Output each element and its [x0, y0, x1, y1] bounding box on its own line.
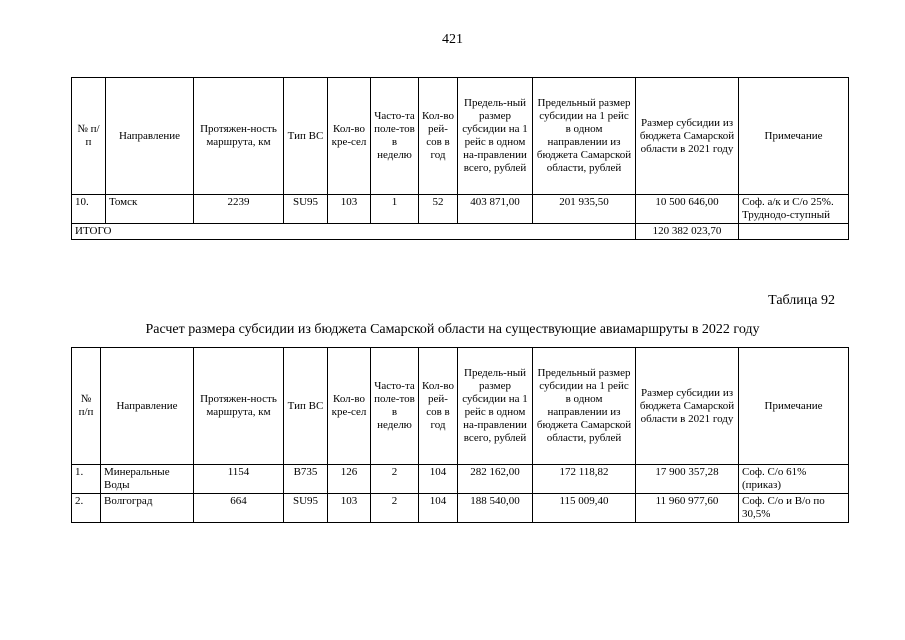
cell-flights-per-year: 104	[419, 465, 458, 494]
cell-note: Соф. С/о и В/о по 30,5%	[739, 494, 849, 523]
cell-aircraft-type: B735	[284, 465, 328, 494]
header-aircraft-type: Тип ВС	[284, 348, 328, 465]
table-row	[72, 494, 849, 523]
header-max-regional: Предельный размер субсидии на 1 рейс в одном направлении из бюджета Самарской области, рублей	[533, 348, 636, 465]
header-max-total: Предель-ный размер субсидии на 1 рейс в одном на-правлении всего, рублей	[458, 348, 533, 465]
header-frequency: Часто-та поле-тов в неделю	[371, 78, 419, 195]
header-note: Примечание	[739, 348, 849, 465]
header-length: Протяжен-ность маршрута, км	[194, 78, 284, 195]
table-row	[72, 195, 849, 224]
cell-flights-per-year: 52	[419, 195, 458, 224]
cell-seats: 103	[328, 494, 371, 523]
header-frequency: Часто-та поле-тов в неделю	[371, 348, 419, 465]
cell-length: 1154	[194, 465, 284, 494]
header-aircraft-type: Тип ВС	[284, 78, 328, 195]
cell-aircraft-type: SU95	[284, 195, 328, 224]
cell-max-total: 403 871,00	[458, 195, 533, 224]
header-num: № п/п	[72, 78, 106, 195]
cell-num: 10.	[72, 195, 106, 224]
header-length: Протяжен-ность маршрута, км	[194, 348, 284, 465]
cell-max-total: 188 540,00	[458, 494, 533, 523]
cell-aircraft-type: SU95	[284, 494, 328, 523]
header-seats: Кол-во кре-сел	[328, 348, 371, 465]
cell-subsidy: 10 500 646,00	[636, 195, 739, 224]
cell-num: 2.	[72, 494, 101, 523]
cell-max-total: 282 162,00	[458, 465, 533, 494]
cell-note: Соф. а/к и С/о 25%. Труднодо-ступный	[739, 195, 849, 224]
total-row	[72, 224, 849, 240]
cell-subsidy: 17 900 357,28	[636, 465, 739, 494]
header-direction: Направление	[101, 348, 194, 465]
table-title: Расчет размера субсидии из бюджета Самарской области на существующие авиамаршруты в 2022 году	[145, 322, 760, 337]
total-label: ИТОГО	[72, 224, 636, 240]
cell-frequency: 1	[371, 195, 419, 224]
header-direction: Направление	[106, 78, 194, 195]
cell-num: 1.	[72, 465, 101, 494]
cell-max-regional: 201 935,50	[533, 195, 636, 224]
cell-max-regional: 172 118,82	[533, 465, 636, 494]
table-header-row	[72, 348, 849, 465]
cell-subsidy: 11 960 977,60	[636, 494, 739, 523]
cell-length: 664	[194, 494, 284, 523]
cell-flights-per-year: 104	[419, 494, 458, 523]
cell-seats: 103	[328, 195, 371, 224]
subsidy-table-2022	[71, 347, 849, 523]
table-row	[72, 465, 849, 494]
cell-note: Соф. С/о 61% (приказ)	[739, 465, 849, 494]
page-number: 421	[442, 32, 463, 47]
cell-max-regional: 115 009,40	[533, 494, 636, 523]
header-seats: Кол-во кре-сел	[328, 78, 371, 195]
cell-length: 2239	[194, 195, 284, 224]
header-flights-per-year: Кол-во рей-сов в год	[419, 78, 458, 195]
cell-frequency: 2	[371, 494, 419, 523]
total-value: 120 382 023,70	[636, 224, 739, 240]
subsidy-table-2021	[71, 77, 849, 240]
header-max-regional: Предельный размер субсидии на 1 рейс в одном направлении из бюджета Самарской области, рублей	[533, 78, 636, 195]
header-note: Примечание	[739, 78, 849, 195]
total-note	[739, 224, 849, 240]
header-flights-per-year: Кол-во рей-сов в год	[419, 348, 458, 465]
table-header-row	[72, 78, 849, 195]
cell-frequency: 2	[371, 465, 419, 494]
cell-seats: 126	[328, 465, 371, 494]
header-max-total: Предель-ный размер субсидии на 1 рейс в одном на-правлении всего, рублей	[458, 78, 533, 195]
cell-direction: Волгоград	[101, 494, 194, 523]
table-number-label: Таблица 92	[768, 293, 835, 308]
header-num: № п/п	[72, 348, 101, 465]
cell-direction: Томск	[106, 195, 194, 224]
cell-direction: Минеральные Воды	[101, 465, 194, 494]
header-subsidy: Размер субсидии из бюджета Самарской области в 2021 году	[636, 348, 739, 465]
header-subsidy: Размер субсидии из бюджета Самарской области в 2021 году	[636, 78, 739, 195]
